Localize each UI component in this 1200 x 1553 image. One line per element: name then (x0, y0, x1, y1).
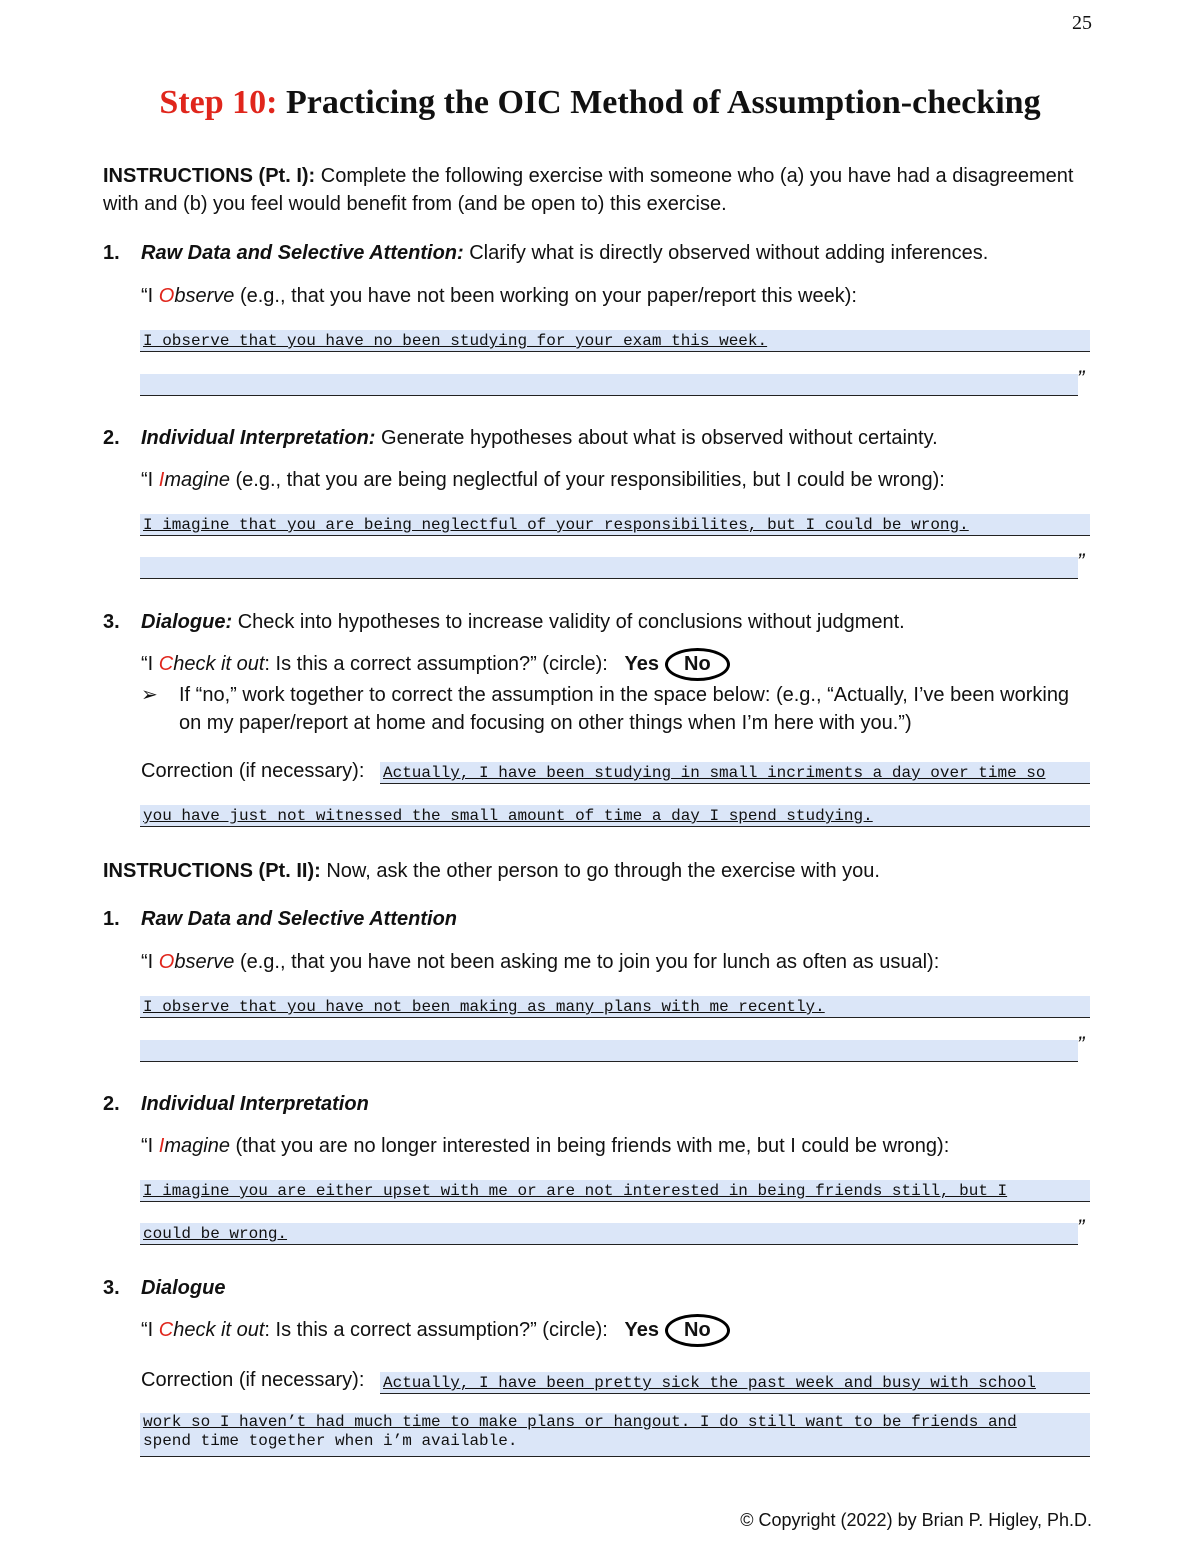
prompt-quote: “I (141, 1319, 159, 1341)
closing-quote: ” (1077, 1215, 1085, 1240)
correction-line-1[interactable] (380, 1372, 1090, 1394)
answer-text: Actually, I have been pretty sick the past week and busy with school (383, 1374, 1036, 1392)
closing-quote: ” (1077, 366, 1085, 391)
bullet-text: If “no,” work together to correct the assumption in the space below: (e.g., “Actually, I’ve been working on my paper/report at home and focusing on other things when I’m here with you.”) (179, 684, 1070, 734)
answer-text: work so I haven’t had much time to make plans or hangout. I do still want to be friends and (143, 1413, 1017, 1431)
yes-option[interactable]: Yes (624, 653, 659, 675)
prompt-word: bserve (174, 285, 235, 307)
correction-line-2[interactable] (140, 1413, 1090, 1457)
prompt-rest: (e.g., that you are being neglectful of your responsibilities, but I could be wrong): (235, 469, 945, 491)
instructions-part2 (103, 857, 1103, 885)
imagine-prompt (141, 469, 945, 492)
prompt-rest: : Is this a correct assumption?” (circle): (264, 1319, 608, 1341)
check-prompt (141, 648, 730, 681)
title-text: Practicing the OIC Method of Assumption-checking (285, 84, 1041, 121)
answer-text: spend time together when i’m available. (143, 1432, 518, 1450)
prompt-word: magine (164, 469, 230, 491)
item-description: Clarify what is directly observed without adding inferences. (469, 242, 989, 264)
observe-prompt (141, 951, 939, 974)
prompt-letter: O (158, 951, 175, 973)
item-label: Raw Data and Selective Attention: (141, 242, 464, 264)
arrow-bullet-icon: ➢ (141, 684, 158, 706)
prompt-word: magine (164, 1135, 230, 1157)
imagine-answer-line-2[interactable] (140, 557, 1078, 579)
imagine-answer-line-1[interactable] (140, 1180, 1090, 1202)
observe-answer-line-2[interactable] (140, 374, 1078, 396)
item-heading (141, 1093, 369, 1116)
correction-line-1[interactable] (380, 762, 1090, 784)
item-heading (141, 242, 988, 265)
page-number: 25 (1072, 12, 1092, 34)
item-description: Generate hypotheses about what is observed without certainty. (381, 427, 938, 449)
prompt-letter: C (158, 653, 174, 675)
item-number: 1. (103, 908, 120, 930)
copyright: © Copyright (2022) by Brian P. Higley, Ph.D. (740, 1510, 1092, 1530)
prompt-quote: “I (141, 1135, 159, 1157)
item-label: Individual Interpretation: (141, 427, 376, 449)
prompt-letter: C (158, 1319, 174, 1341)
prompt-letter: I (158, 1135, 165, 1157)
step-label: Step 10: (159, 84, 278, 121)
imagine-answer-line-2[interactable] (140, 1223, 1078, 1245)
closing-quote: ” (1077, 549, 1085, 574)
item-heading (141, 611, 905, 634)
prompt-letter: I (158, 469, 165, 491)
observe-prompt (141, 285, 857, 308)
item-number: 3. (103, 611, 120, 633)
imagine-answer-line-1[interactable] (140, 514, 1090, 536)
item-number: 1. (103, 242, 120, 264)
instructions-part1 (103, 162, 1103, 218)
observe-answer-line-1[interactable] (140, 996, 1090, 1018)
item-heading (141, 427, 938, 450)
answer-text: could be wrong. (143, 1225, 288, 1243)
answer-text: I imagine you are either upset with me or are not interested in being friends still, but I (143, 1182, 1008, 1200)
answer-text: I observe that you have not been making as many plans with me recently. (143, 998, 825, 1016)
correction-label: Correction (if necessary): (141, 1369, 365, 1391)
instructions-part1-heading: INSTRUCTIONS (Pt. I): (103, 165, 316, 187)
prompt-word: heck it out (173, 1319, 265, 1341)
no-option-circled[interactable]: No (665, 648, 730, 681)
page-title (0, 84, 1200, 122)
item-heading (141, 1277, 225, 1300)
prompt-quote: “I (141, 653, 159, 675)
item-number: 2. (103, 427, 120, 449)
item-label: Dialogue (141, 1277, 226, 1299)
imagine-prompt (141, 1135, 949, 1158)
answer-text: I imagine that you are being neglectful of your responsibilites, but I could be wrong. (143, 516, 969, 534)
prompt-word: bserve (174, 951, 235, 973)
item-label: Individual Interpretation (141, 1093, 369, 1115)
prompt-letter: O (158, 285, 175, 307)
prompt-rest: (that you are no longer interested in being friends with me, but I could be wrong): (235, 1135, 950, 1157)
answer-text: you have just not witnessed the small amount of time a day I spend studying. (143, 807, 873, 825)
item-heading (141, 908, 457, 931)
observe-answer-line-2[interactable] (140, 1040, 1078, 1062)
instructions-part2-text: Now, ask the other person to go through the exercise with you. (326, 860, 880, 882)
prompt-rest: (e.g., that you have not been asking me to join you for lunch as often as usual): (239, 951, 940, 973)
check-prompt (141, 1314, 730, 1347)
bullet-instruction (141, 681, 1081, 737)
correction-label: Correction (if necessary): (141, 760, 365, 782)
instructions-part1-text: Complete the following exercise with someone who (a) you have had a disagreement with and (b) you feel would benefit from (and be open to) this exercise. (103, 165, 1074, 215)
instructions-part2-heading: INSTRUCTIONS (Pt. II): (103, 860, 321, 882)
item-number: 3. (103, 1277, 120, 1299)
answer-text: I observe that you have no been studying for your exam this week. (143, 332, 768, 350)
prompt-word: heck it out (173, 653, 265, 675)
prompt-quote: “I (141, 285, 159, 307)
yes-option[interactable]: Yes (624, 1319, 659, 1341)
prompt-quote: “I (141, 469, 159, 491)
item-description: Check into hypotheses to increase validity of conclusions without judgment. (237, 611, 905, 633)
closing-quote: ” (1077, 1032, 1085, 1057)
prompt-quote: “I (141, 951, 159, 973)
prompt-rest: (e.g., that you have not been working on your paper/report this week): (239, 285, 857, 307)
prompt-rest: : Is this a correct assumption?” (circle): (264, 653, 608, 675)
item-label: Raw Data and Selective Attention (141, 908, 457, 930)
observe-answer-line-1[interactable] (140, 330, 1090, 352)
answer-text: Actually, I have been studying in small incriments a day over time so (383, 764, 1046, 782)
item-number: 2. (103, 1093, 120, 1115)
correction-line-2[interactable] (140, 805, 1090, 827)
no-option-circled[interactable]: No (665, 1314, 730, 1347)
item-label: Dialogue: (141, 611, 233, 633)
